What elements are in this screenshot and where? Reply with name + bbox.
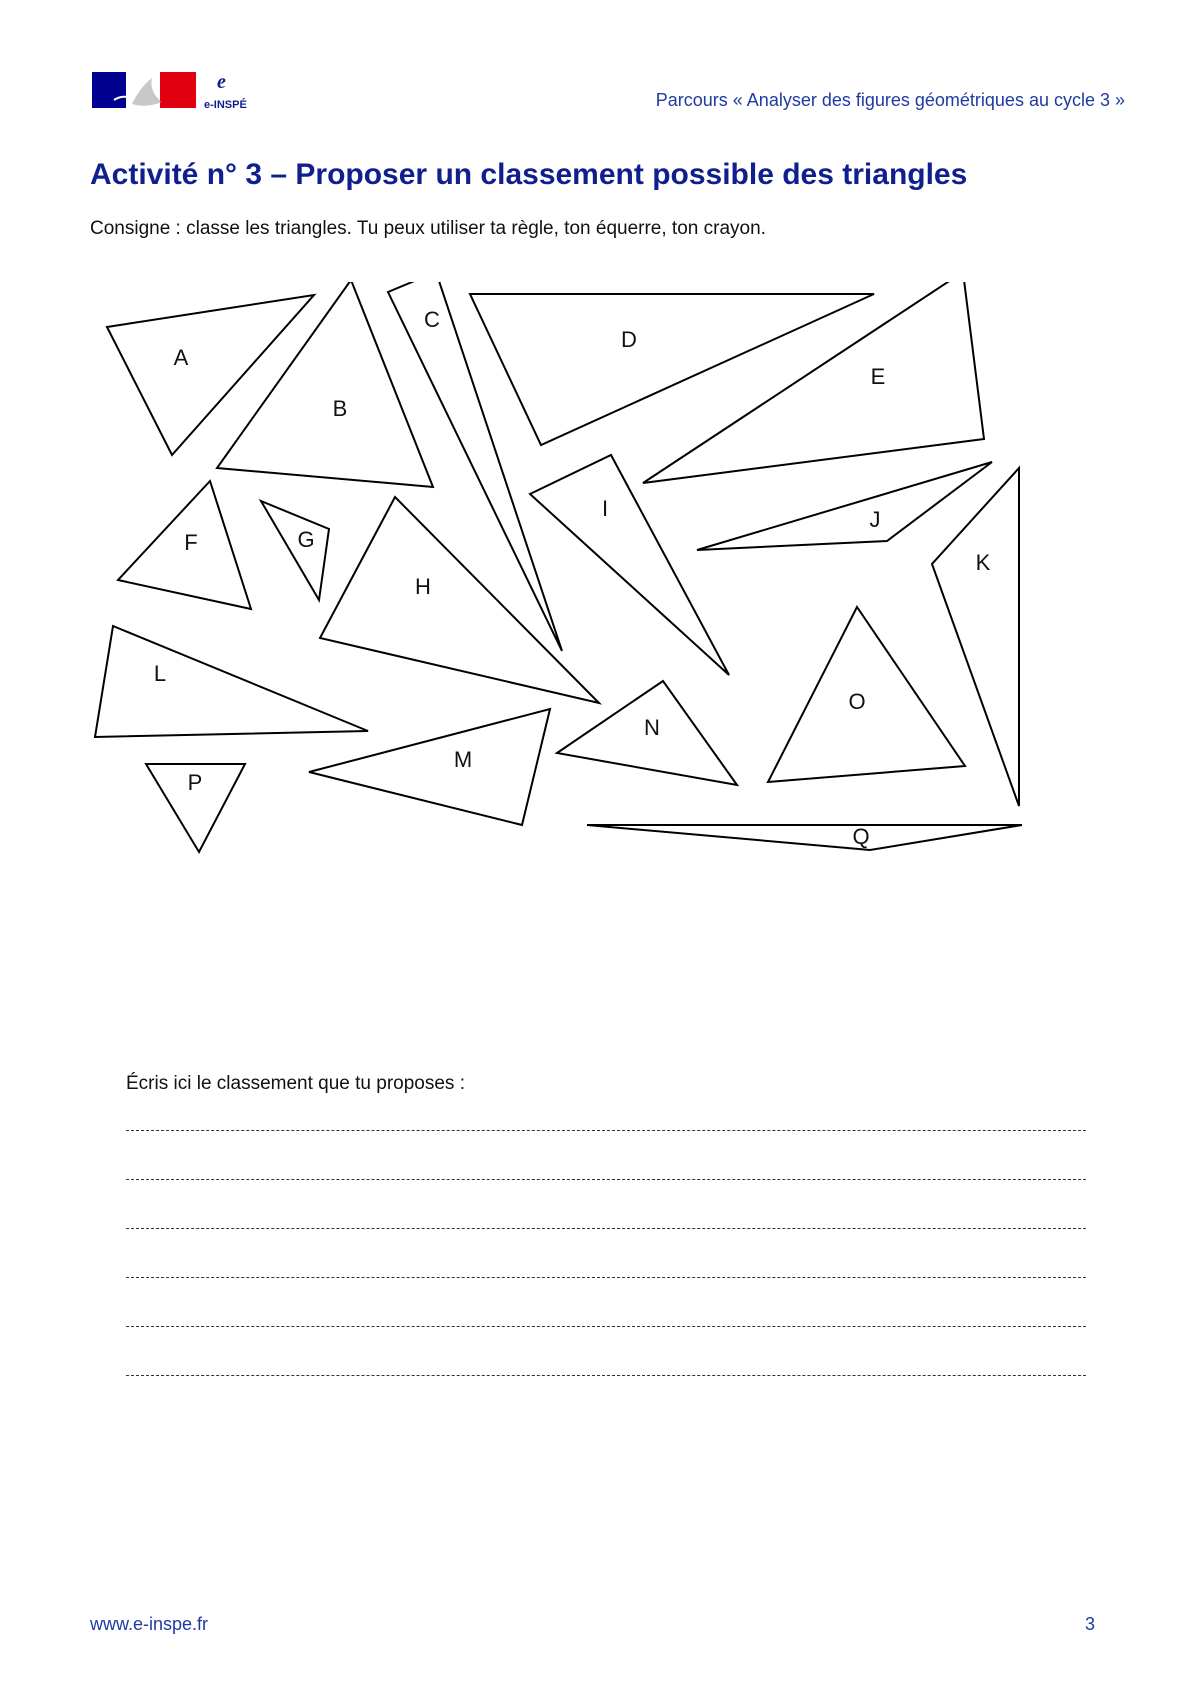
label-i: I bbox=[601, 495, 609, 521]
page-number: 3 bbox=[1084, 1614, 1095, 1634]
label-e: E bbox=[870, 363, 886, 389]
answer-prompt: Écris ici le classement que tu proposes : bbox=[126, 1073, 465, 1094]
label-g: G bbox=[297, 526, 315, 552]
triangle-h bbox=[320, 497, 599, 703]
label-c: C bbox=[424, 306, 440, 332]
course-title: Parcours « Analyser des figures géométriques au cycle 3 » bbox=[655, 90, 1125, 110]
answer-line[interactable] bbox=[126, 1179, 1086, 1180]
svg-text:e: e bbox=[217, 71, 226, 93]
triangle-q bbox=[587, 825, 1022, 850]
label-f: F bbox=[184, 529, 198, 555]
answer-line[interactable] bbox=[126, 1277, 1086, 1278]
answer-line[interactable] bbox=[126, 1228, 1086, 1229]
e-inspe-logo bbox=[92, 70, 267, 112]
label-p: P bbox=[187, 769, 203, 795]
label-n: N bbox=[644, 714, 660, 740]
answer-line[interactable] bbox=[126, 1130, 1086, 1131]
label-d: D bbox=[621, 326, 637, 352]
label-h: H bbox=[415, 573, 431, 599]
label-k: K bbox=[975, 549, 991, 575]
label-j: J bbox=[869, 506, 881, 532]
triangle-g bbox=[261, 501, 329, 600]
answer-line[interactable] bbox=[126, 1326, 1086, 1327]
triangle-l bbox=[95, 626, 368, 737]
label-q: Q bbox=[852, 823, 870, 849]
label-o: O bbox=[848, 688, 866, 714]
triangle-o bbox=[768, 607, 965, 782]
label-b: B bbox=[332, 395, 348, 421]
logo-text: e-INSPÉ bbox=[204, 99, 247, 111]
triangle-j bbox=[697, 462, 992, 550]
label-l: L bbox=[153, 660, 167, 686]
triangles-figure bbox=[92, 282, 1112, 922]
label-m: M bbox=[453, 746, 473, 772]
label-a: A bbox=[173, 344, 189, 370]
answer-line[interactable] bbox=[126, 1375, 1086, 1376]
footer-url[interactable]: www.e-inspe.fr bbox=[90, 1614, 209, 1634]
activity-instruction: Consigne : classe les triangles. Tu peux utiliser ta règle, ton équerre, ton crayon. bbox=[90, 218, 766, 239]
republique-francaise-logo bbox=[92, 70, 267, 112]
activity-title: Activité n° 3 – Proposer un classement possible des triangles bbox=[90, 158, 968, 191]
